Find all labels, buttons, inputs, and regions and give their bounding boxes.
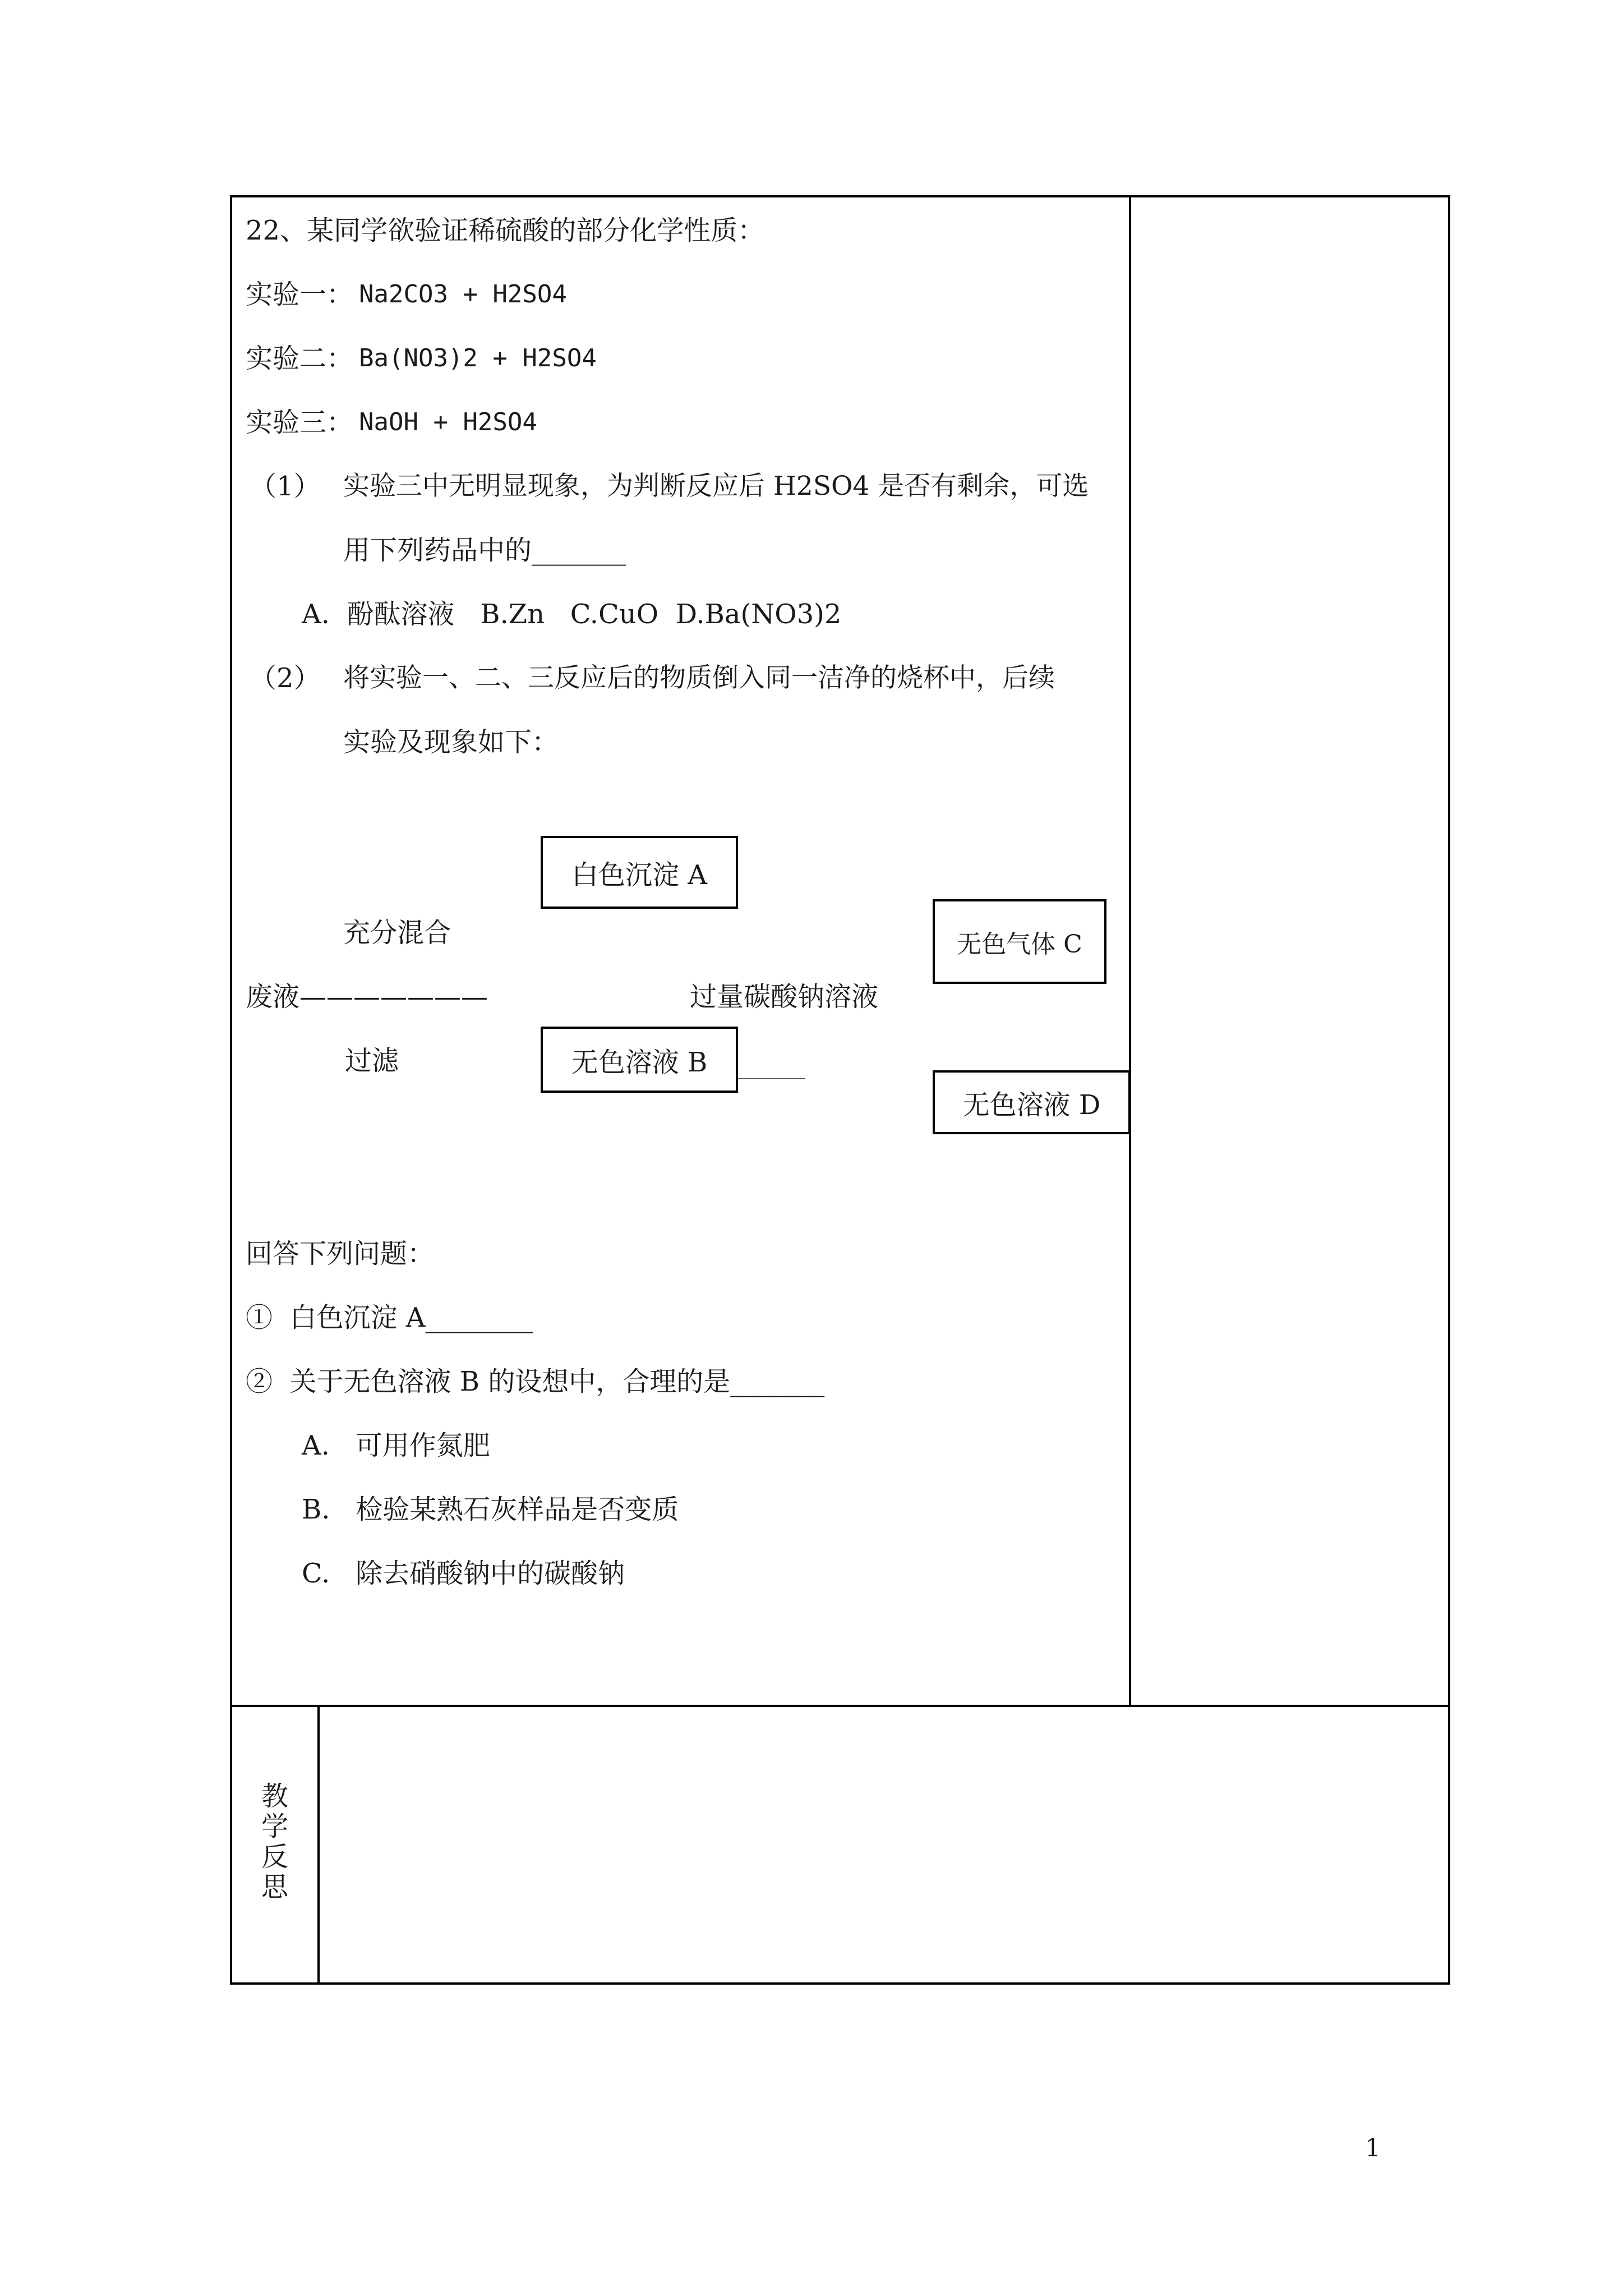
part-2-line-2: 实验及现象如下： — [343, 726, 559, 758]
table-border-top — [230, 195, 1450, 197]
box-b-tail-line: ______ — [738, 1053, 805, 1079]
table-border-bottom — [230, 1982, 1450, 1985]
part-1-line-2: 用下列药品中的_______ — [343, 535, 626, 566]
answer-option-b: B. 检验某熟石灰样品是否变质 — [302, 1494, 679, 1525]
box-colorless-solution-d: 无色溶液 D — [933, 1070, 1131, 1134]
experiment-2-label: 实验二： — [246, 343, 354, 374]
teaching-reflection-label — [258, 1781, 292, 1902]
box-white-precipitate-a: 白色沉淀 A — [541, 836, 738, 909]
reflection-char-4: 思 — [261, 1871, 288, 1903]
answer-q2: ② 关于无色溶液 B 的设想中，合理的是_______ — [246, 1366, 825, 1397]
experiment-1-label: 实验一： — [246, 279, 354, 310]
part-1-options: A. 酚酞溶液 B.Zn C.CuO D.Ba(NO3)2 — [302, 599, 842, 630]
experiment-3-label: 实验三： — [246, 407, 354, 438]
label-filtration: 过滤 — [345, 1045, 399, 1076]
box-colorless-gas-c: 无色气体 C — [933, 899, 1106, 984]
label-waste-liquid: 废液——————— — [246, 981, 488, 1013]
part-1-line-1: 实验三中无明显现象，为判断反应后 H2SO4 是否有剩余，可选 — [343, 471, 1089, 501]
answers-heading: 回答下列问题： — [246, 1238, 435, 1269]
table-column-divider — [1129, 195, 1131, 1706]
box-colorless-solution-b: 无色溶液 B — [541, 1027, 738, 1093]
label-excess-sodium-carbonate: 过量碳酸钠溶液 — [690, 981, 879, 1013]
experiment-3-formula: NaOH + H2SO4 — [359, 408, 537, 436]
question-title: 22、某同学欲验证稀硫酸的部分化学性质： — [246, 215, 765, 246]
answer-option-a: A. 可用作氮肥 — [302, 1430, 490, 1461]
part-1-number: （1） — [250, 471, 321, 502]
reflection-char-3: 反 — [261, 1841, 288, 1872]
answer-q1: ① 白色沉淀 A________ — [246, 1302, 533, 1333]
table-border-right — [1448, 195, 1450, 1985]
table-row-divider — [230, 1705, 1450, 1707]
table-border-left — [230, 195, 232, 1985]
reflection-char-2: 学 — [261, 1811, 288, 1842]
experiment-1-formula: Na2CO3 + H2SO4 — [359, 280, 567, 309]
part-2-line-1: 将实验一、二、三反应后的物质倒入同一洁净的烧杯中，后续 — [343, 662, 1055, 693]
reflection-char-1: 教 — [261, 1780, 288, 1812]
label-full-mixing: 充分混合 — [343, 917, 451, 949]
answer-option-c: C. 除去硝酸钠中的碳酸钠 — [302, 1558, 625, 1589]
experiment-2-formula: Ba(NO3)2 + H2SO4 — [359, 344, 597, 372]
part-2-number: （2） — [250, 662, 321, 694]
reflection-label-divider — [317, 1705, 320, 1984]
page-number: 1 — [1365, 2134, 1381, 2162]
